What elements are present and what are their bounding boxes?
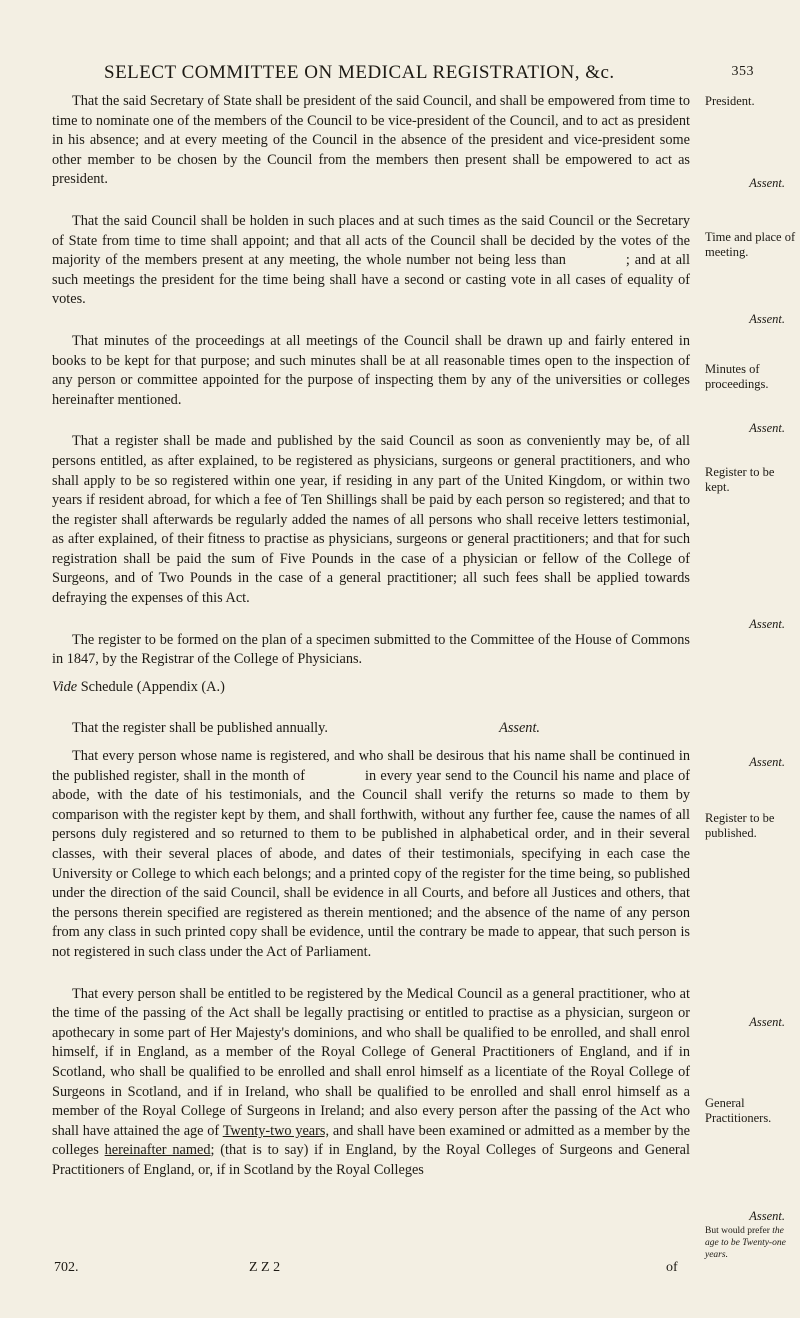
paragraph-general-practitioner	[52, 985, 690, 1181]
paragraph-continuance-b: in every year send to the Council his name and place of abode, with the date of his testimonials, and the Council shall verify the returns so made to them by comparison with the register kept by them, and shall forthwith, without any further fee, cause the names of all persons duly registered and so returned to them to be published in alphabetical order, and in their several classes, with their several places of abode, and dates of their testimonials, specifying in each case the University or College to which each belongs; and a printed copy of the register for the time being, so published under the direction of the said Council, shall be evidence in all Courts, and before all Justices and others, that the persons therein specified are registered as therein mentioned; and the absence of the name of any person from any class in such printed copy shall be evidence, until the contrary be made to appear, that such person is not registered in such class under the Act of Parliament.	[52, 767, 690, 960]
margin-assent-5: Assent.	[749, 755, 785, 769]
catchword: of	[666, 1260, 678, 1275]
margin-assent-1: Assent.	[749, 176, 785, 190]
paragraph-vide	[52, 678, 690, 698]
margin-time-place: Time and place of meeting.	[705, 230, 796, 259]
margin-assent-4: Assent.	[749, 617, 785, 631]
margin-register-kept: Register to be kept.	[705, 465, 775, 494]
margin-assent-2: Assent.	[749, 312, 785, 326]
underlined-age: Twenty-two years,	[222, 1122, 330, 1139]
margin-president: President.	[705, 94, 755, 108]
margin-general-practitioners: General Practitioners.	[705, 1096, 772, 1125]
running-header	[104, 62, 754, 84]
margin-minutes: Minutes of proceedings.	[705, 362, 769, 391]
but-would-text: But would prefer	[705, 1226, 770, 1236]
margin-but-would	[705, 1225, 797, 1261]
paragraph-register: That a register shall be made and published by the said Council as soon as conveniently may be, of all persons entitled, as after explained, to be registered as physicians, surgeons or general practitioners, and who shall apply to be so registered within one year, if residing in any part of the United Kingdom, or within two years if resident abroad, for which a fee of Ten Shillings shall be paid by each person so registered; and that to the register shall afterwards be regularly added the names of all persons who shall receive letters testimonial, as after explained, of their fitness to practise as physicians, surgeons or general practitioners; and that for such registration shall be paid the sum of Five Pounds in the case of a physician or fellow of the College of Surgeons, and of Two Pounds in the case of a general practitioner; all such fees shall be applied towards defraying the expenses of this Act.	[52, 433, 690, 607]
paragraph-continuance	[52, 747, 690, 963]
inline-assent: Assent.	[499, 720, 540, 737]
age-note-text: the age to be Twenty-one years.	[705, 1226, 786, 1260]
paragraph-meetings	[52, 212, 690, 310]
header-title: SELECT COMMITTEE ON MEDICAL REGISTRATION, &c.	[104, 62, 615, 83]
margin-assent-6: Assent.	[749, 1015, 785, 1029]
body-text	[52, 92, 690, 1203]
vide-label: Vide	[52, 678, 78, 695]
document-number: 702.	[54, 1260, 79, 1275]
margin-register-published: Register to be published.	[705, 811, 775, 840]
underlined-hereinafter: hereinafter named	[104, 1142, 211, 1159]
signature-mark: Z Z 2	[249, 1260, 281, 1275]
margin-assent-7: Assent.	[749, 1209, 785, 1223]
page-number: 353	[731, 64, 754, 79]
paragraph-gp-b: and shall have been examined or admitted as a member by the colleges	[52, 1122, 691, 1159]
paragraph-meetings-b: ; and at all such meetings the president for the time being shall have a second or casting vote in all cases of equality of votes.	[52, 252, 690, 308]
schedule-ref: Schedule (Appendix (A.)	[80, 678, 225, 695]
paragraph-continuance-a: That every person whose name is registered, and who shall be desirous that his name shall be continued in the published register, shall in the month of	[52, 748, 690, 784]
paragraph-minutes: That minutes of the proceedings at all meetings of the Council shall be drawn up and fairly entered in books to be kept for that purpose; and such minutes shall be at all reasonable times open to the inspection of any person or committee appointed for the purpose of inspecting them by any of the universities or colleges hereinafter mentioned.	[52, 332, 690, 408]
page-footer	[54, 1260, 694, 1276]
paragraph-annual-text: That the register shall be published annually.	[72, 720, 328, 737]
margin-assent-3: Assent.	[749, 421, 785, 435]
paragraph-annual	[52, 719, 690, 739]
paragraph-register-plan: The register to be formed on the plan of a specimen submitted to the Committee of the House of Commons in 1847, by the Registrar of the College of Physicians.	[52, 631, 690, 668]
paragraph-president: That the said Secretary of State shall be president of the said Council, and shall be empowered from time to time to nominate one of the members of the Council to be vice-president of the Council, and to act as president in his absence; and at every meeting of the Council in the absence of the president and vice-president some other member to be chosen by the Council from the members then present shall be empowered to act as president.	[52, 93, 690, 188]
paragraph-gp-c: ; (that is to say) if in England, by the Royal Colleges of Surgeons and General Practitioners of England, or, if in Scotland by the Royal Colleges	[52, 1142, 691, 1178]
paragraph-meetings-a: That the said Council shall be holden in such places and at such times as the said Council or the Secretary of State from time to time shall appoint; and that all acts of the Council shall be decided by the votes of the majority of the members present at any meeting, the whole number not being less than	[52, 212, 690, 269]
paragraph-gp-a: That every person shall be entitled to be registered by the Medical Council as a general practitioner, who at the time of the passing of the Act shall be legally practising or entitled to practise as a physician, surgeon or apothecary in some part of Her Majesty's dominions, and who shall be qualified to be enrolled, and shall enrol himself, if in England, as a member of the Royal College of General Practitioners of England, and if in Scotland, who shall be qualified to be enrolled and shall enrol himself as a licentiate of the Royal College of Surgeons in Scotland, and if in Ireland, who shall be qualified to be enrolled and shall enrol himself as a member of the Royal College of Surgeons in Ireland; and also every person after the passing of the Act who shall have attained the age of	[52, 985, 690, 1139]
